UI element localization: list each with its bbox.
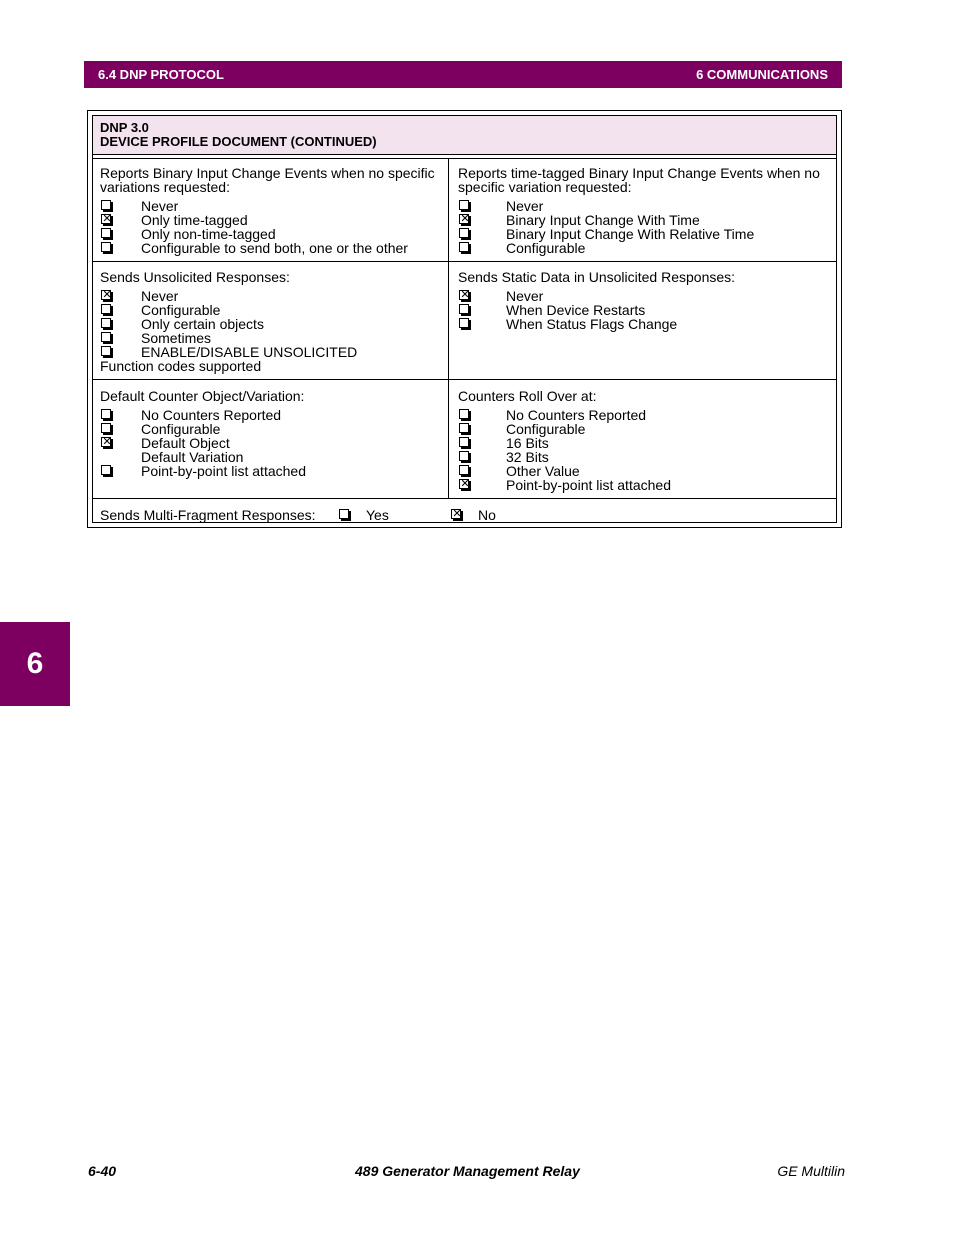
page-number: 6-40 [88,1163,117,1179]
option-label: Sometimes [141,330,212,346]
chapter-tab [0,622,70,706]
option-item [458,289,833,303]
option-item [100,303,445,317]
option-item [458,213,833,227]
option-list [100,289,445,359]
option-label: Only certain objects [141,316,264,332]
option-label: No Counters Reported [506,407,647,423]
checkbox-icon [459,242,469,252]
option-item [100,422,445,436]
option-item [100,436,445,450]
device-profile-table-inner [92,115,837,523]
checkbox-icon [459,304,469,314]
option-list [100,199,445,255]
option-label: Never [506,198,544,214]
option-item [458,227,833,241]
checkbox-icon [101,409,111,419]
option-label: Configurable [141,421,221,437]
question-text: Reports Binary Input Change Events when no specific variations requested: [100,165,435,195]
option-item [100,408,445,422]
checked-box-icon [451,509,461,519]
table-divider [93,158,836,159]
checkbox-icon [459,228,469,238]
option-item [458,422,833,436]
option-label: No Counters Reported [141,407,282,423]
checkbox-icon [101,200,111,210]
question-text: Reports time-tagged Binary Input Change Events when no specific variation requested: [458,165,820,195]
option-list [458,289,833,331]
option-label: When Status Flags Change [506,316,678,332]
multi-fragment-row [100,508,835,522]
option-item [458,450,833,464]
option-label: 16 Bits [506,435,549,451]
checkbox-icon [339,509,349,519]
option-label: Only non-time-tagged [141,226,276,242]
option-item [100,464,445,478]
option-item [458,317,833,331]
table-title-line2: DEVICE PROFILE DOCUMENT (CONTINUED) [100,134,377,149]
checked-box-icon [459,290,469,300]
table-cell [458,270,833,331]
chapter-tab-number: 6 [26,647,44,680]
option-label: Other Value [506,463,580,479]
option-label: Default Object [141,435,230,451]
question-text: Counters Roll Over at: [458,388,597,404]
option-label: Binary Input Change With Relative Time [506,226,755,242]
checkbox-icon [459,200,469,210]
checkbox-icon [101,332,111,342]
option-label: Configurable [506,240,586,256]
checkbox-icon [459,465,469,475]
option-item [458,436,833,450]
table-cell [458,166,833,255]
option-item [458,303,833,317]
checkbox-icon [101,242,111,252]
option-list [100,408,445,478]
table-divider [93,379,836,380]
option-label: Never [506,288,544,304]
checkbox-icon [459,409,469,419]
section-title: 6.4 DNP PROTOCOL [98,67,224,82]
table-cell [458,389,833,492]
checkbox-icon [101,228,111,238]
option-item [458,408,833,422]
question-text: Default Counter Object/Variation: [100,388,305,404]
section-header-bar [84,61,842,88]
checkbox-icon [101,423,111,433]
option-list [458,408,833,492]
column-divider [448,158,449,498]
checkbox-icon [459,451,469,461]
option-item [458,478,833,492]
checkbox-icon [101,304,111,314]
option-item [458,464,833,478]
multi-fragment-question: Sends Multi-Fragment Responses: [100,507,316,523]
document-title: 489 Generator Management Relay [355,1163,580,1179]
option-label: When Device Restarts [506,302,646,318]
option-label: Only time-tagged [141,212,248,228]
option-label: Configurable [141,302,221,318]
option-label: Default Variation [141,449,244,465]
option-list [458,199,833,255]
checkbox-icon [101,465,111,475]
question-text: Sends Unsolicited Responses: [100,269,290,285]
table-cell [100,166,445,255]
question-text: Sends Static Data in Unsolicited Responses: [458,269,736,285]
company-name: GE Multilin [777,1163,845,1179]
option-item [100,450,445,464]
option-label: No [478,507,496,523]
option-label: ENABLE/DISABLE UNSOLICITED [141,344,358,360]
table-divider [93,498,836,499]
option-label: Configurable [506,421,586,437]
option-label: 32 Bits [506,449,549,465]
checked-box-icon [459,479,469,489]
checked-box-icon [101,214,111,224]
option-item [100,241,445,255]
option-item [100,213,445,227]
table-title [93,116,836,155]
option-label: Never [141,198,179,214]
table-divider [93,261,836,262]
checkbox-icon [459,318,469,328]
checkbox-icon [459,437,469,447]
option-label: Yes [366,507,389,523]
checked-box-icon [101,437,111,447]
option-item [100,199,445,213]
option-label: Binary Input Change With Time [506,212,700,228]
multi-fragment-yes-option [338,508,398,522]
option-label: Never [141,288,179,304]
table-cell [100,270,445,373]
checked-box-icon [459,214,469,224]
table-title-line1: DNP 3.0 [100,120,149,135]
checkbox-icon [459,423,469,433]
option-item [100,227,445,241]
device-profile-table [87,110,842,528]
option-item [100,317,445,331]
checkbox-icon [101,346,111,356]
multi-fragment-no-option [450,508,510,522]
option-label: Configurable to send both, one or the other [141,240,408,256]
option-item [100,289,445,303]
option-item [100,331,445,345]
option-label: Point-by-point list attached [141,463,306,479]
option-item [100,345,445,359]
option-label: Point-by-point list attached [506,477,671,493]
chapter-title: 6 COMMUNICATIONS [696,67,828,82]
trailing-text: Function codes supported [100,358,262,374]
option-item [458,199,833,213]
checked-box-icon [101,290,111,300]
table-cell [100,389,445,478]
option-item [458,241,833,255]
checkbox-icon [101,318,111,328]
